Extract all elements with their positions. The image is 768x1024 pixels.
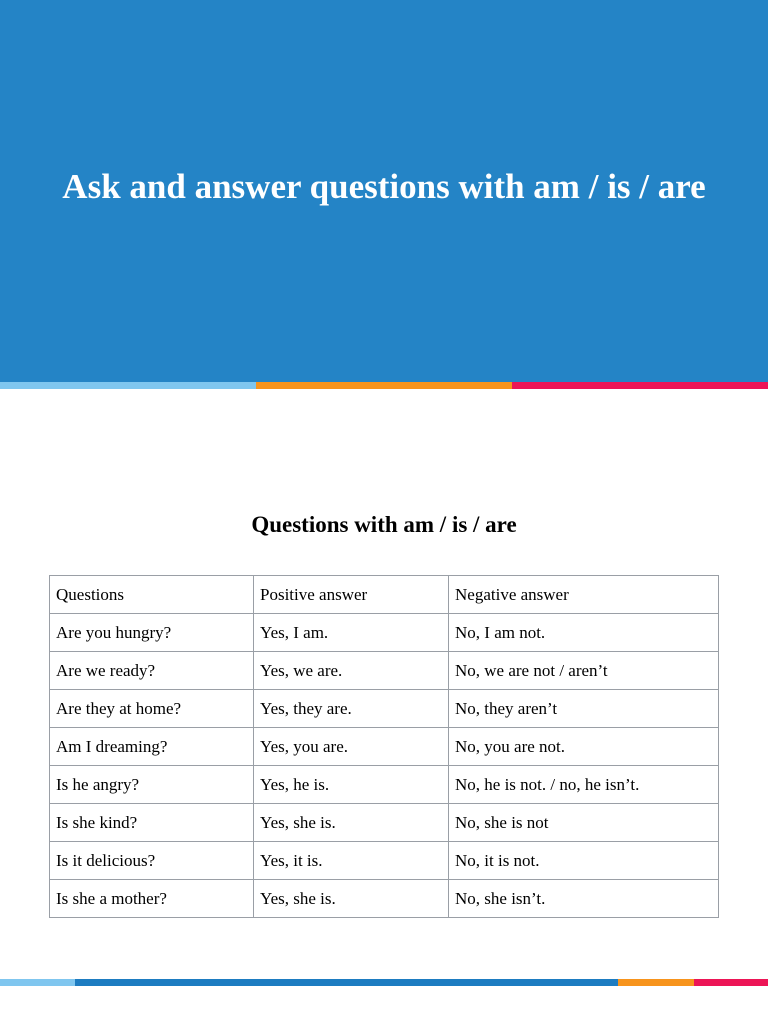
slide-title: Ask and answer questions with am / is / are	[62, 167, 706, 206]
question-cell: Are you hungry?	[50, 614, 254, 652]
question-cell: Am I dreaming?	[50, 728, 254, 766]
table-header-row	[50, 576, 719, 614]
table-heading: Questions with am / is / are	[251, 512, 517, 537]
table-row	[50, 614, 719, 652]
negative-answer-cell: No, she is not	[449, 804, 719, 842]
bottom-stripe-blue	[75, 979, 618, 986]
positive-answer-cell: Yes, we are.	[254, 652, 449, 690]
table-row	[50, 880, 719, 918]
negative-answer-cell: No, we are not / aren’t	[449, 652, 719, 690]
positive-answer-cell: Yes, she is.	[254, 880, 449, 918]
negative-answer-cell: No, it is not.	[449, 842, 719, 880]
table-row	[50, 728, 719, 766]
table-row	[50, 766, 719, 804]
positive-answer-cell: Yes, he is.	[254, 766, 449, 804]
positive-answer-cell: Yes, I am.	[254, 614, 449, 652]
question-cell: Are they at home?	[50, 690, 254, 728]
negative-answer-cell: No, you are not.	[449, 728, 719, 766]
table-row	[50, 652, 719, 690]
top-stripe-orange	[256, 382, 512, 389]
positive-answer-cell: Yes, they are.	[254, 690, 449, 728]
negative-answer-cell: No, they aren’t	[449, 690, 719, 728]
negative-answer-cell: No, he is not. / no, he isn’t.	[449, 766, 719, 804]
top-stripe-light-blue	[0, 382, 256, 389]
question-cell: Is it delicious?	[50, 842, 254, 880]
question-cell: Is she a mother?	[50, 880, 254, 918]
bottom-stripe-orange	[618, 979, 694, 986]
table-row	[50, 842, 719, 880]
negative-answer-cell: No, she isn’t.	[449, 880, 719, 918]
question-cell: Is he angry?	[50, 766, 254, 804]
header-cell-positive: Positive answer	[254, 576, 449, 614]
header-cell-questions: Questions	[50, 576, 254, 614]
bottom-stripe-light-blue	[0, 979, 75, 986]
positive-answer-cell: Yes, you are.	[254, 728, 449, 766]
header-cell-negative: Negative answer	[449, 576, 719, 614]
question-cell: Are we ready?	[50, 652, 254, 690]
table-row	[50, 804, 719, 842]
title-banner	[0, 0, 768, 382]
bottom-stripe-pink	[694, 979, 768, 986]
question-cell: Is she kind?	[50, 804, 254, 842]
questions-table	[49, 575, 719, 918]
top-stripe-pink	[512, 382, 768, 389]
positive-answer-cell: Yes, she is.	[254, 804, 449, 842]
table-row	[50, 690, 719, 728]
negative-answer-cell: No, I am not.	[449, 614, 719, 652]
positive-answer-cell: Yes, it is.	[254, 842, 449, 880]
